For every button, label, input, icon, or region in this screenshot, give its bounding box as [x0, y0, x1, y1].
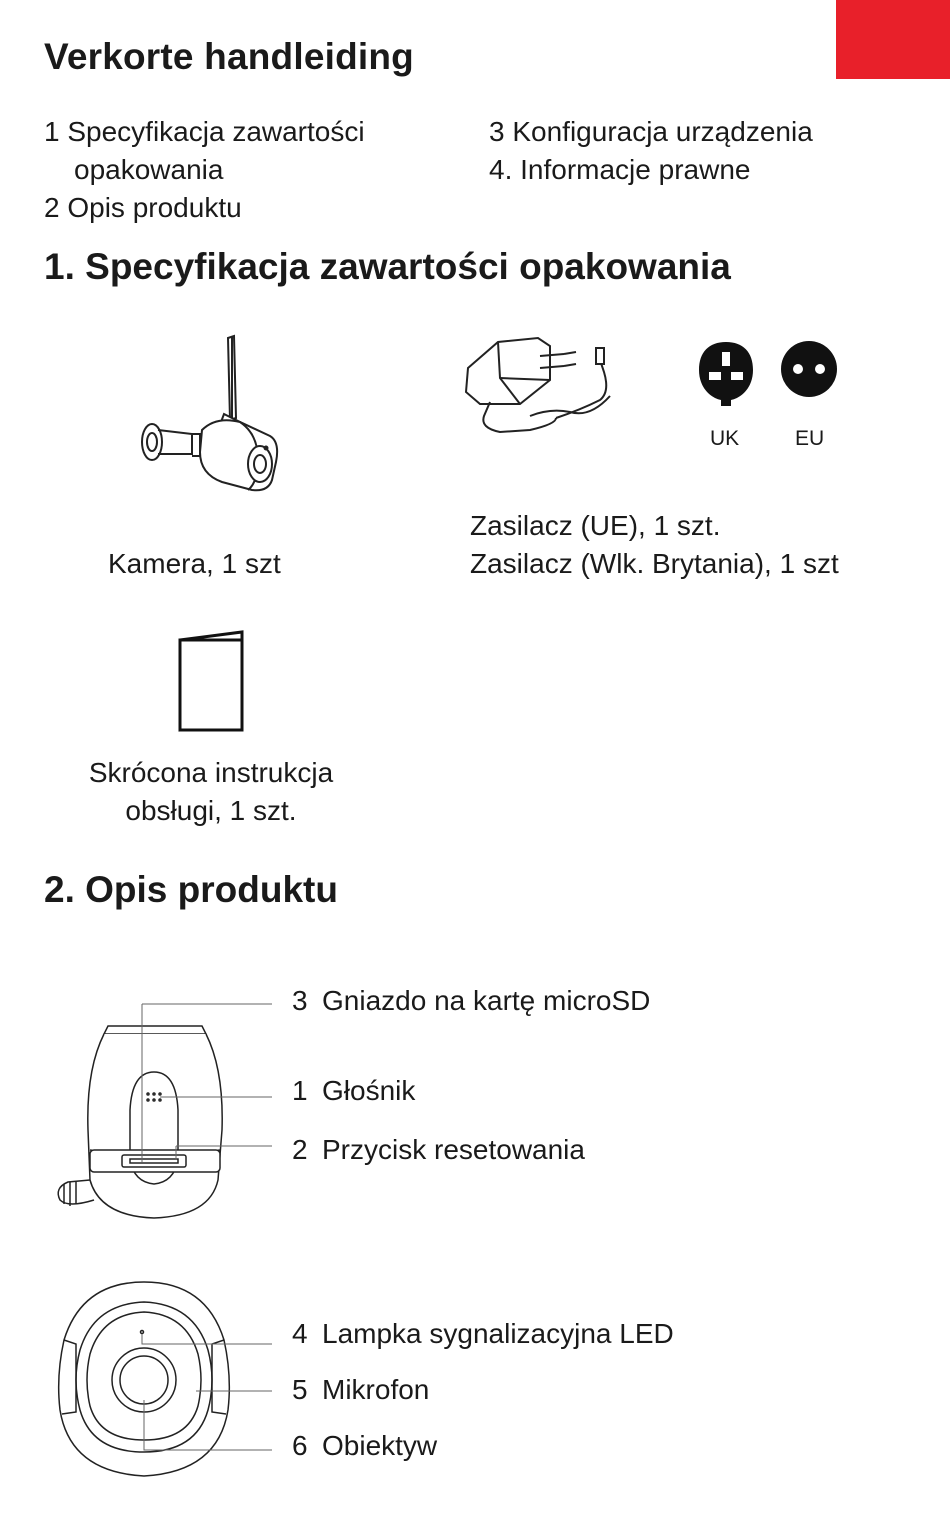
part-3-label: Gniazdo na kartę microSD: [322, 985, 651, 1016]
part-4-label: Lampka sygnalizacyjna LED: [322, 1318, 674, 1349]
part-3: [292, 985, 650, 1017]
section1-title: 1. Specyfikacja zawartości opakowania: [44, 246, 731, 287]
camera-caption: Kamera, 1 szt: [108, 548, 281, 579]
adapter-caption: [470, 507, 839, 583]
part-4-number: 4: [292, 1318, 308, 1349]
part-4: [292, 1318, 674, 1350]
adapter-caption-uk: Zasilacz (Wlk. Brytania), 1 szt: [470, 548, 839, 579]
camera-back-view: [50, 1000, 280, 1225]
part-2-number: 2: [292, 1134, 308, 1165]
camera-illustration: [130, 330, 290, 500]
booklet-icon: [176, 628, 248, 734]
toc-item-2[interactable]: 2 Opis produktu: [44, 192, 242, 223]
part-5: [292, 1374, 429, 1406]
adapter-caption-eu: Zasilacz (UE), 1 szt.: [470, 510, 721, 541]
part-3-number: 3: [292, 985, 308, 1016]
part-6-number: 6: [292, 1430, 308, 1461]
toc-left: [44, 113, 365, 227]
toc-item-1-cont[interactable]: opakowania: [74, 154, 224, 185]
part-5-label: Mikrofon: [322, 1374, 430, 1405]
booklet-caption-line1: Skrócona instrukcja: [88, 757, 334, 788]
corner-accent-tab: [836, 0, 950, 79]
part-6-label: Obiektyw: [322, 1430, 438, 1461]
booklet-caption: [40, 754, 382, 830]
part-6: [292, 1430, 437, 1462]
uk-plug-icon: [697, 340, 755, 408]
part-1-number: 1: [292, 1075, 308, 1106]
section2-title: 2. Opis produktu: [44, 869, 338, 910]
toc-right: [489, 113, 813, 189]
page-title: Verkorte handleiding: [44, 36, 414, 77]
toc-item-4[interactable]: 4. Informacje prawne: [489, 154, 751, 185]
camera-front-view: [56, 1280, 280, 1480]
part-5-number: 5: [292, 1374, 308, 1405]
toc-item-3[interactable]: 3 Konfiguracja urządzenia: [489, 116, 813, 147]
part-1-label: Głośnik: [322, 1075, 416, 1106]
eu-plug-icon: [780, 340, 838, 398]
plug-label-eu: EU: [795, 427, 825, 450]
plug-label-uk: UK: [710, 427, 740, 450]
part-2: [292, 1134, 585, 1166]
booklet-caption-line2: obsługi, 1 szt.: [125, 795, 297, 826]
toc-item-1[interactable]: 1 Specyfikacja zawartości: [44, 116, 365, 147]
power-adapter-illustration: [460, 332, 630, 442]
part-1: [292, 1075, 415, 1107]
part-2-label: Przycisk resetowania: [322, 1134, 585, 1165]
